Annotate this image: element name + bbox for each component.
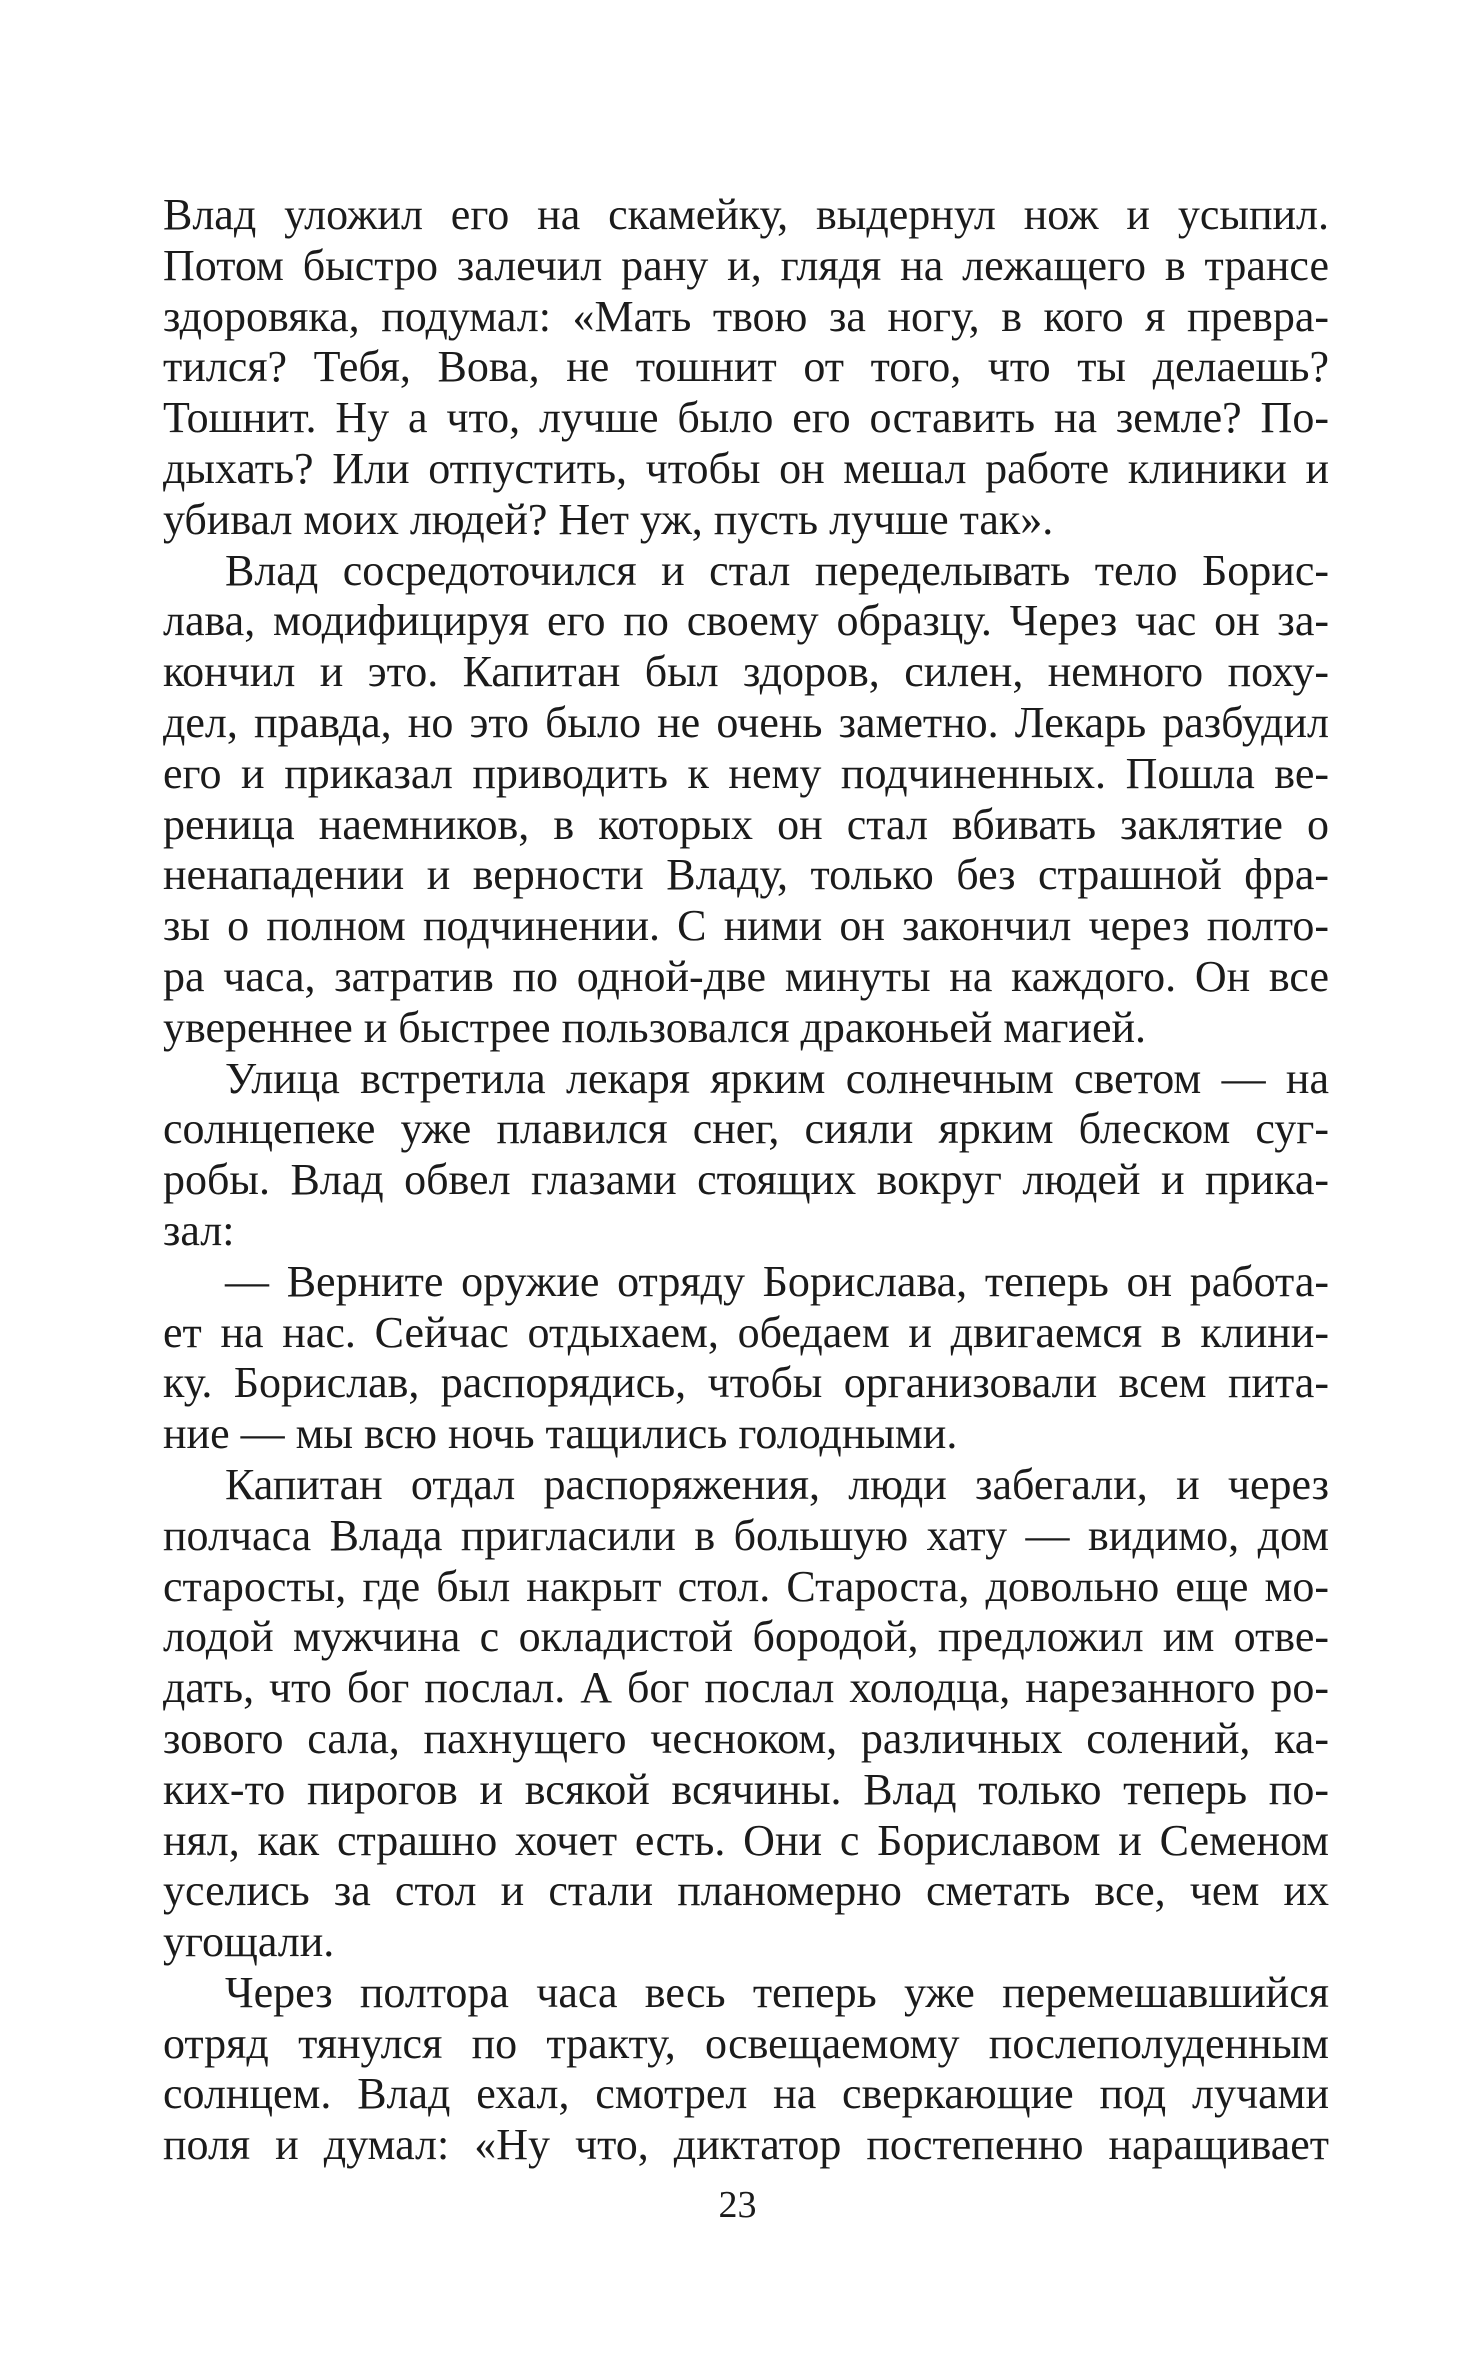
text-line: дать, что бог послал. А бог послал холодца, нарезанного ро- — [163, 1663, 1329, 1713]
text-line: убивал моих людей? Нет уж, пусть лучше так». — [163, 494, 1054, 544]
text-line: Через полтора часа весь теперь уже перемешавшийся — [225, 1967, 1329, 2017]
text-line: увереннее и быстрее пользовался драконьей магией. — [163, 1002, 1147, 1052]
text-line: дел, правда, но это было не очень заметно. Лекарь разбудил — [163, 697, 1329, 747]
text-line: здоровяка, подумал: «Мать твою за ногу, в кого я превра- — [163, 291, 1329, 341]
text-line: лодой мужчина с окладистой бородой, предложил им отве- — [163, 1612, 1329, 1662]
text-line: реница наемников, в которых он стал вбивать заклятие о — [163, 799, 1329, 849]
text-line: отряд тянулся по тракту, освещаемому послеполуденным — [163, 2018, 1329, 2068]
text-line: Улица встретила лекаря ярким солнечным светом — на — [225, 1053, 1329, 1103]
text-line: Тошнит. Ну а что, лучше было его оставить на земле? По- — [163, 393, 1329, 443]
text-line: — Верните оружие отряду Борислава, теперь он работа- — [225, 1256, 1329, 1306]
text-line: Потом быстро залечил рану и, глядя на лежащего в трансе — [163, 240, 1329, 290]
text-line: Капитан отдал распоряжения, люди забегали, и через — [225, 1459, 1329, 1509]
text-line: зы о полном подчинении. С ними он закончил через полто- — [163, 901, 1329, 951]
text-line: нял, как страшно хочет есть. Они с Бориславом и Семеном — [163, 1815, 1329, 1865]
text-line: ких-то пирогов и всякой всячины. Влад только теперь по- — [163, 1764, 1329, 1814]
text-line: зового сала, пахнущего чесноком, различных солений, ка- — [163, 1713, 1329, 1763]
paragraph — [163, 1968, 1329, 2171]
page-body — [163, 190, 1329, 2171]
text-line: ненападении и верности Владу, только без страшной фра- — [163, 850, 1329, 900]
paragraph — [163, 1054, 1329, 1257]
text-line: робы. Влад обвел глазами стоящих вокруг людей и прика- — [163, 1155, 1329, 1205]
text-line: дыхать? Или отпустить, чтобы он мешал работе клиники и — [163, 443, 1329, 493]
paragraph — [163, 190, 1329, 546]
text-line: угощали. — [163, 1917, 335, 1967]
text-line: Влад сосредоточился и стал переделывать тело Борис- — [225, 545, 1329, 595]
text-line: солнцем. Влад ехал, смотрел на сверкающие под лучами — [163, 2069, 1329, 2119]
text-line: поля и думал: «Ну что, диктатор постепенно наращивает — [163, 2120, 1329, 2170]
paragraph — [163, 1257, 1329, 1460]
paragraph — [163, 1460, 1329, 1968]
text-line: солнцепеке уже плавился снег, сияли ярким блеском суг- — [163, 1104, 1329, 1154]
paragraph — [163, 546, 1329, 1054]
text-line: лава, модифицируя его по своему образцу. Через час он за- — [163, 596, 1329, 646]
text-line: ние — мы всю ночь тащились голодными. — [163, 1409, 958, 1459]
text-line: полчаса Влада пригласили в большую хату — видимо, дом — [163, 1510, 1329, 1560]
text-line: кончил и это. Капитан был здоров, силен, немного поху- — [163, 647, 1329, 697]
text-line: ра часа, затратив по одной-две минуты на каждого. Он все — [163, 951, 1329, 1001]
text-line: зал: — [163, 1205, 235, 1255]
page-number: 23 — [718, 2184, 757, 2226]
text-line: Влад уложил его на скамейку, выдернул нож и усыпил. — [163, 190, 1329, 239]
text-line: его и приказал приводить к нему подчиненных. Пошла ве- — [163, 748, 1329, 798]
text-line: ет на нас. Сейчас отдыхаем, обедаем и двигаемся в клини- — [163, 1307, 1329, 1357]
text-line: ку. Борислав, распорядись, чтобы организовали всем пита- — [163, 1358, 1329, 1408]
text-line: старосты, где был накрыт стол. Староста, довольно еще мо- — [163, 1561, 1329, 1611]
text-line: уселись за стол и стали планомерно сметать все, чем их — [163, 1866, 1329, 1916]
text-line: тился? Тебя, Вова, не тошнит от того, что ты делаешь? — [163, 342, 1329, 392]
